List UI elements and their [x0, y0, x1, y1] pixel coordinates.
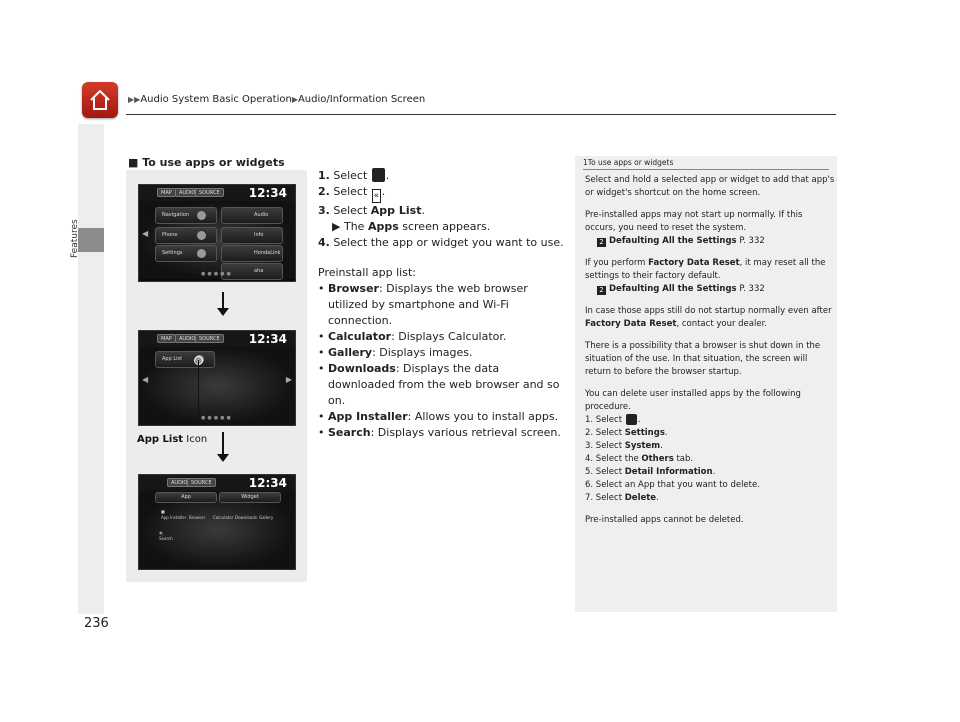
procedure-step: 2. Select Settings.: [585, 428, 668, 438]
note-heading: 1To use apps or widgets: [583, 158, 829, 170]
audio-pill: AUDIO: [167, 478, 191, 487]
clock: 12:34: [248, 186, 287, 200]
step-2: 2. Select « .: [318, 185, 386, 201]
app-app-installer: ■ App Installer: [161, 509, 187, 520]
compass-icon: [197, 211, 206, 220]
clock: 12:34: [248, 332, 287, 346]
cross-reference[interactable]: 2 Defaulting All the Settings P. 332: [585, 284, 765, 294]
procedure-step: 1. Select .: [585, 415, 641, 425]
procedure-step: 7. Select Delete.: [585, 493, 659, 503]
instructions: [318, 168, 568, 441]
tile-phone: Phone: [155, 227, 217, 244]
note-paragraph: You can delete user installed apps by the following procedure.: [585, 389, 801, 412]
phone-icon: [197, 231, 206, 240]
note-arrow-icon: 1: [583, 158, 588, 167]
note-paragraph: In case those apps still do not startup normally even after Factory Data Reset, contact your dealer.: [585, 306, 832, 329]
breadcrumb-item[interactable]: Audio/Information Screen: [297, 94, 426, 105]
app-list-screen-image: [138, 330, 296, 426]
tab-widget: Widget: [219, 492, 281, 503]
tile-settings: Settings: [155, 245, 217, 262]
note-paragraph: There is a possibility that a browser is shut down in the situation of the use. In that situation, the screen will return to before the browser startup.: [585, 341, 821, 377]
tile-audio: Audio: [221, 207, 283, 224]
apps-screen-image: [138, 474, 296, 570]
header-rule: [126, 114, 836, 115]
audio-pill: AUDIO: [175, 188, 199, 197]
app-search: 🔍 Search: [159, 531, 173, 541]
list-item: • Search: Displays various retrieval screen.: [318, 426, 561, 439]
map-pill: MAP: [157, 188, 176, 197]
note-body: [583, 174, 835, 527]
list-item: • Downloads: Displays the data downloaded from the web browser and so on.: [318, 362, 560, 407]
step-1: 1. Select .: [318, 169, 390, 182]
procedure-step: 5. Select Detail Information.: [585, 467, 716, 477]
app-calculator: Calculator: [213, 515, 234, 520]
note-paragraph: If you perform Factory Data Reset, it may reset all the settings to their factory default. 2 Defaulting All the Settings P. 332: [585, 258, 826, 294]
callout-line: [198, 360, 199, 414]
note-paragraph: Select and hold a selected app or widget to add that app's or widget's shortcut on the home screen.: [585, 175, 835, 198]
section-square-icon: ■: [128, 156, 139, 169]
app-browser: Browser: [189, 515, 206, 520]
screenshots-panel: [126, 170, 307, 582]
home-button[interactable]: [82, 82, 118, 118]
source-pill: SOURCE: [195, 188, 224, 197]
breadcrumb-arrow-icon: ▶: [291, 95, 298, 104]
breadcrumb-item[interactable]: Audio System Basic Operation: [140, 94, 292, 105]
note-paragraph: Pre-installed apps cannot be deleted.: [585, 515, 744, 525]
reference-arrow-icon: 2: [597, 286, 606, 295]
gear-icon: [197, 249, 206, 258]
down-arrow-icon: [222, 432, 224, 460]
tile-navigation: Navigation: [155, 207, 217, 224]
app-downloads: Downloads: [235, 515, 257, 520]
side-note: [575, 156, 837, 612]
tab-app: App: [155, 492, 217, 503]
delete-procedure: [585, 388, 835, 505]
clock: 12:34: [248, 476, 287, 490]
step-3: 3. Select App List.: [318, 204, 425, 217]
home-apps-icon: [372, 168, 385, 182]
cross-reference[interactable]: 2 Defaulting All the Settings P. 332: [585, 236, 765, 246]
source-pill: SOURCE: [187, 478, 216, 487]
audio-pill: AUDIO: [175, 334, 199, 343]
home-apps-icon: [626, 414, 637, 425]
down-arrow-icon: [222, 292, 224, 314]
side-margin: [78, 124, 104, 614]
side-tab[interactable]: [78, 228, 104, 252]
step-4: 4. Select the app or widget you want to use.: [318, 236, 564, 249]
section-title: ■ To use apps or widgets: [128, 156, 285, 169]
procedure-step: 4. Select the Others tab.: [585, 454, 694, 464]
side-label: Features: [70, 219, 80, 258]
page-number: 236: [84, 616, 109, 631]
left-arrow-icon: ◀: [142, 375, 149, 384]
reference-arrow-icon: 2: [597, 238, 606, 247]
result-arrow-icon: ▶: [332, 220, 344, 233]
list-item: • Gallery: Displays images.: [318, 346, 473, 359]
tile-app-list: App List: [155, 351, 215, 368]
list-item: • App Installer: Allows you to install apps.: [318, 410, 559, 423]
note-paragraph: Pre-installed apps may not start up normally. If this occurs, you need to reset the system. 2 Defaulting All the Settings P. 332: [585, 210, 803, 246]
app-gallery: Gallery: [259, 515, 274, 520]
map-pill: MAP: [157, 334, 176, 343]
tile-aha: aha: [221, 263, 283, 280]
page-dots: ●●●●●: [201, 271, 233, 277]
tile-hondalink: HondaLink: [221, 245, 283, 262]
right-arrow-icon: ▶: [285, 375, 292, 384]
home-icon: [88, 88, 112, 112]
source-pill: SOURCE: [195, 334, 224, 343]
procedure-step: 3. Select System.: [585, 441, 663, 451]
back-icon: «: [373, 191, 380, 201]
list-item: • Calculator: Displays Calculator.: [318, 330, 507, 343]
procedure-step: 6. Select an App that you want to delete.: [585, 480, 760, 490]
breadcrumb-arrow-icon: ▶▶: [128, 95, 141, 104]
callout-label: App List Icon: [137, 434, 208, 445]
step-3-result: ▶ The Apps screen appears.: [332, 220, 491, 233]
breadcrumb: [128, 94, 425, 105]
home-screen-image: [138, 184, 296, 282]
tile-info: Info: [221, 227, 283, 244]
preinstall-heading: Preinstall app list:: [318, 266, 416, 279]
list-item: • Browser: Displays the web browser utilized by smartphone and Wi-Fi connection.: [318, 282, 528, 327]
left-arrow-icon: ◀: [142, 229, 149, 238]
page-dots: ●●●●●: [201, 415, 233, 421]
